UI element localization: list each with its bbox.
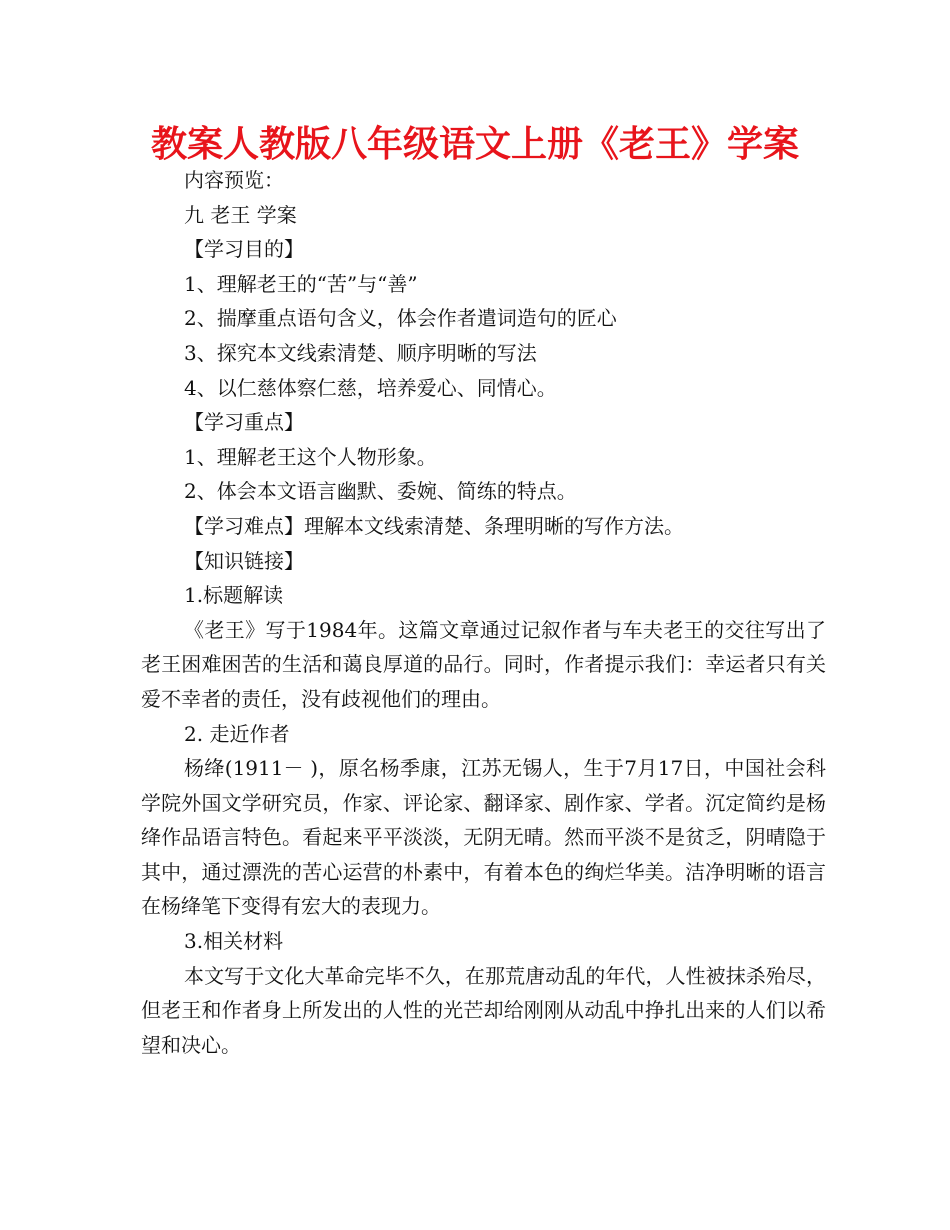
section-text-materials: 本文写于文化大革命完毕不久，在那荒唐动乱的年代，人性被抹杀殆尽，但老王和作者身上所发出的人性的光芒却给刚刚从动乱中挣扎出来的人们以希望和决心。 — [141, 963, 826, 1057]
knowledge-heading: 【知识链接】 — [184, 548, 304, 573]
objective-item: 2、揣摩重点语句含义，体会作者遣词造句的匠心 — [184, 306, 617, 331]
lesson-heading: 九 老王 学案 — [184, 202, 297, 227]
objective-item: 3、探究本文线索清楚、顺序明晰的写法 — [184, 340, 537, 365]
section-text-interpretation: 《老王》写于1984年。这篇文章通过记叙作者与车夫老王的交往写出了老王困难困苦的生活和蔼良厚道的品行。同时，作者提示我们：幸运者只有关爱不幸者的责任，没有歧视他们的理由。 — [141, 617, 826, 711]
key-point-item: 2、体会本文语言幽默、委婉、简练的特点。 — [184, 479, 577, 504]
section-text-author: 杨绛(1911－ )，原名杨季康，江苏无锡人，生于7月17日，中国社会科学院外国文学研究员，作家、评论家、翻译家、剧作家、学者。沉定简约是杨绛作品语言特色。看起来平平淡淡，无阴无晴。然而平淡不是贫乏，阴晴隐于其中，通过漂洗的苦心运营的朴素中，有着本色的绚烂华美。洁净明晰的语言在杨绛笔下变得有宏大的表现力。 — [141, 756, 826, 919]
preview-label: 内容预览： — [184, 168, 284, 192]
section-title-materials: 3.相关材料 — [184, 929, 284, 954]
section-title-interpretation: 1.标题解读 — [184, 583, 284, 608]
objectives-heading: 【学习目的】 — [184, 237, 304, 262]
document-title: 教案人教版八年级语文上册《老王》学案 — [150, 124, 799, 165]
key-point-item: 1、理解老王这个人物形象。 — [184, 444, 437, 469]
objective-item: 4、以仁慈体察仁慈，培养爱心、同情心。 — [184, 375, 557, 400]
objective-item: 1、理解老王的“苦”与“善” — [184, 271, 418, 296]
document-body — [141, 163, 826, 1062]
key-points-heading: 【学习重点】 — [184, 410, 304, 435]
difficulty-line: 【学习难点】理解本文线索清楚、条理明晰的写作方法。 — [184, 513, 684, 538]
section-title-author: 2. 走近作者 — [184, 721, 290, 746]
